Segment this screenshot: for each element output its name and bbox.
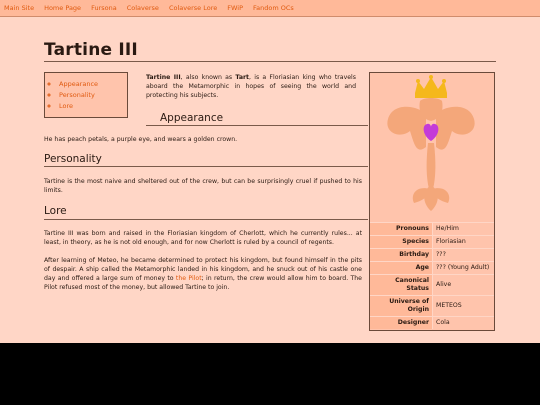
character-portrait <box>370 73 494 221</box>
lore-text-2b: ; in return, the crew would allow him to board. The Pilot refused most of the money, but allowed Tartine to join. <box>44 275 362 291</box>
appearance-divider <box>146 125 368 126</box>
infobox-key: Birthday <box>370 249 433 262</box>
nav-fwip[interactable]: FWiP <box>227 4 243 12</box>
right-petal <box>436 107 475 150</box>
top-nav <box>0 0 540 17</box>
infobox-value: Floriasian <box>433 236 495 249</box>
infobox-row <box>370 223 494 236</box>
left-petal <box>387 107 426 150</box>
infobox-key: Age <box>370 262 433 275</box>
nav-colaverse[interactable]: Colaverse <box>126 4 159 12</box>
personality-divider <box>44 166 368 167</box>
pilot-link[interactable]: the Pilot <box>175 275 202 282</box>
infobox-key: Pronouns <box>370 223 433 236</box>
infobox-table <box>370 222 494 329</box>
infobox-row <box>370 262 494 275</box>
table-of-contents <box>44 72 128 118</box>
title-divider <box>44 61 496 62</box>
infobox-row <box>370 296 494 317</box>
intro-text-1: , also known as <box>180 74 236 81</box>
appearance-text: He has peach petals, a purple eye, and wears a golden crown. <box>44 136 238 143</box>
infobox-value: ??? <box>433 249 495 262</box>
nav-fursona[interactable]: Fursona <box>91 4 117 12</box>
infobox-row <box>370 275 494 296</box>
infobox-row <box>370 317 494 330</box>
intro-alias: Tart <box>235 74 250 81</box>
intro-text-2: , is a Floriasian king who travels aboard the Metamorphic in hopes of seeing the world and protecting his subjects. <box>146 74 357 99</box>
infobox-row <box>370 249 494 262</box>
nav-home-page[interactable]: Home Page <box>44 4 82 12</box>
infobox-value: ??? (Young Adult) <box>433 262 495 275</box>
page-title: Tartine III <box>44 40 138 60</box>
personality-text: Tartine is the most naive and sheltered out of the crew, but can be surprisingly cruel if pushed to his limits. <box>44 178 362 194</box>
infobox-key: Universe of Origin <box>370 296 433 317</box>
nav-fandom-ocs[interactable]: Fandom OCs <box>252 4 294 12</box>
infobox-key: Canonical Status <box>370 275 433 296</box>
intro-name: Tartine III <box>146 74 181 81</box>
infobox-value: He/Him <box>433 223 495 236</box>
tartine-flower-icon <box>370 73 494 221</box>
infobox-value: METEOS <box>433 296 495 317</box>
infobox-value: Alive <box>433 275 495 296</box>
nav-main-site[interactable]: Main Site <box>4 4 35 12</box>
lore-paragraph-1: Tartine III was born and raised in the Floriasian kingdom of Cherlott, which he currently rules... at least, in theory, as he is not old enough, and for now Cherlott is ruled by a council of regents. <box>44 230 362 246</box>
character-infobox <box>369 72 495 331</box>
infobox-row <box>370 236 494 249</box>
intro-paragraph <box>146 73 356 100</box>
crown-icon <box>415 77 447 93</box>
heading-personality: Personality <box>44 153 102 165</box>
infobox-value: Cola <box>433 317 495 330</box>
infobox-key: Species <box>370 236 433 249</box>
lore-text-2a: After learning of Meteo, he became determined to protect his kingdom, but found himself in the pits of despair. A ship called the Metamorphic landed in his kingdom, and he snuck out of his castle one day and offered a large sum of money to <box>44 257 362 282</box>
toc-item-personality[interactable]: ◦ Personality <box>59 90 127 101</box>
lore-paragraph-2 <box>44 256 362 292</box>
toc-item-appearance[interactable]: ◦ Appearance <box>59 79 127 90</box>
heading-lore: Lore <box>44 205 67 217</box>
infobox-key: Designer <box>370 317 433 330</box>
toc-item-lore[interactable]: ◦ Lore <box>59 101 127 112</box>
stem <box>427 143 436 189</box>
heading-appearance: Appearance <box>160 112 224 124</box>
nav-colaverse-lore[interactable]: Colaverse Lore <box>168 4 218 12</box>
lore-divider <box>44 219 368 220</box>
